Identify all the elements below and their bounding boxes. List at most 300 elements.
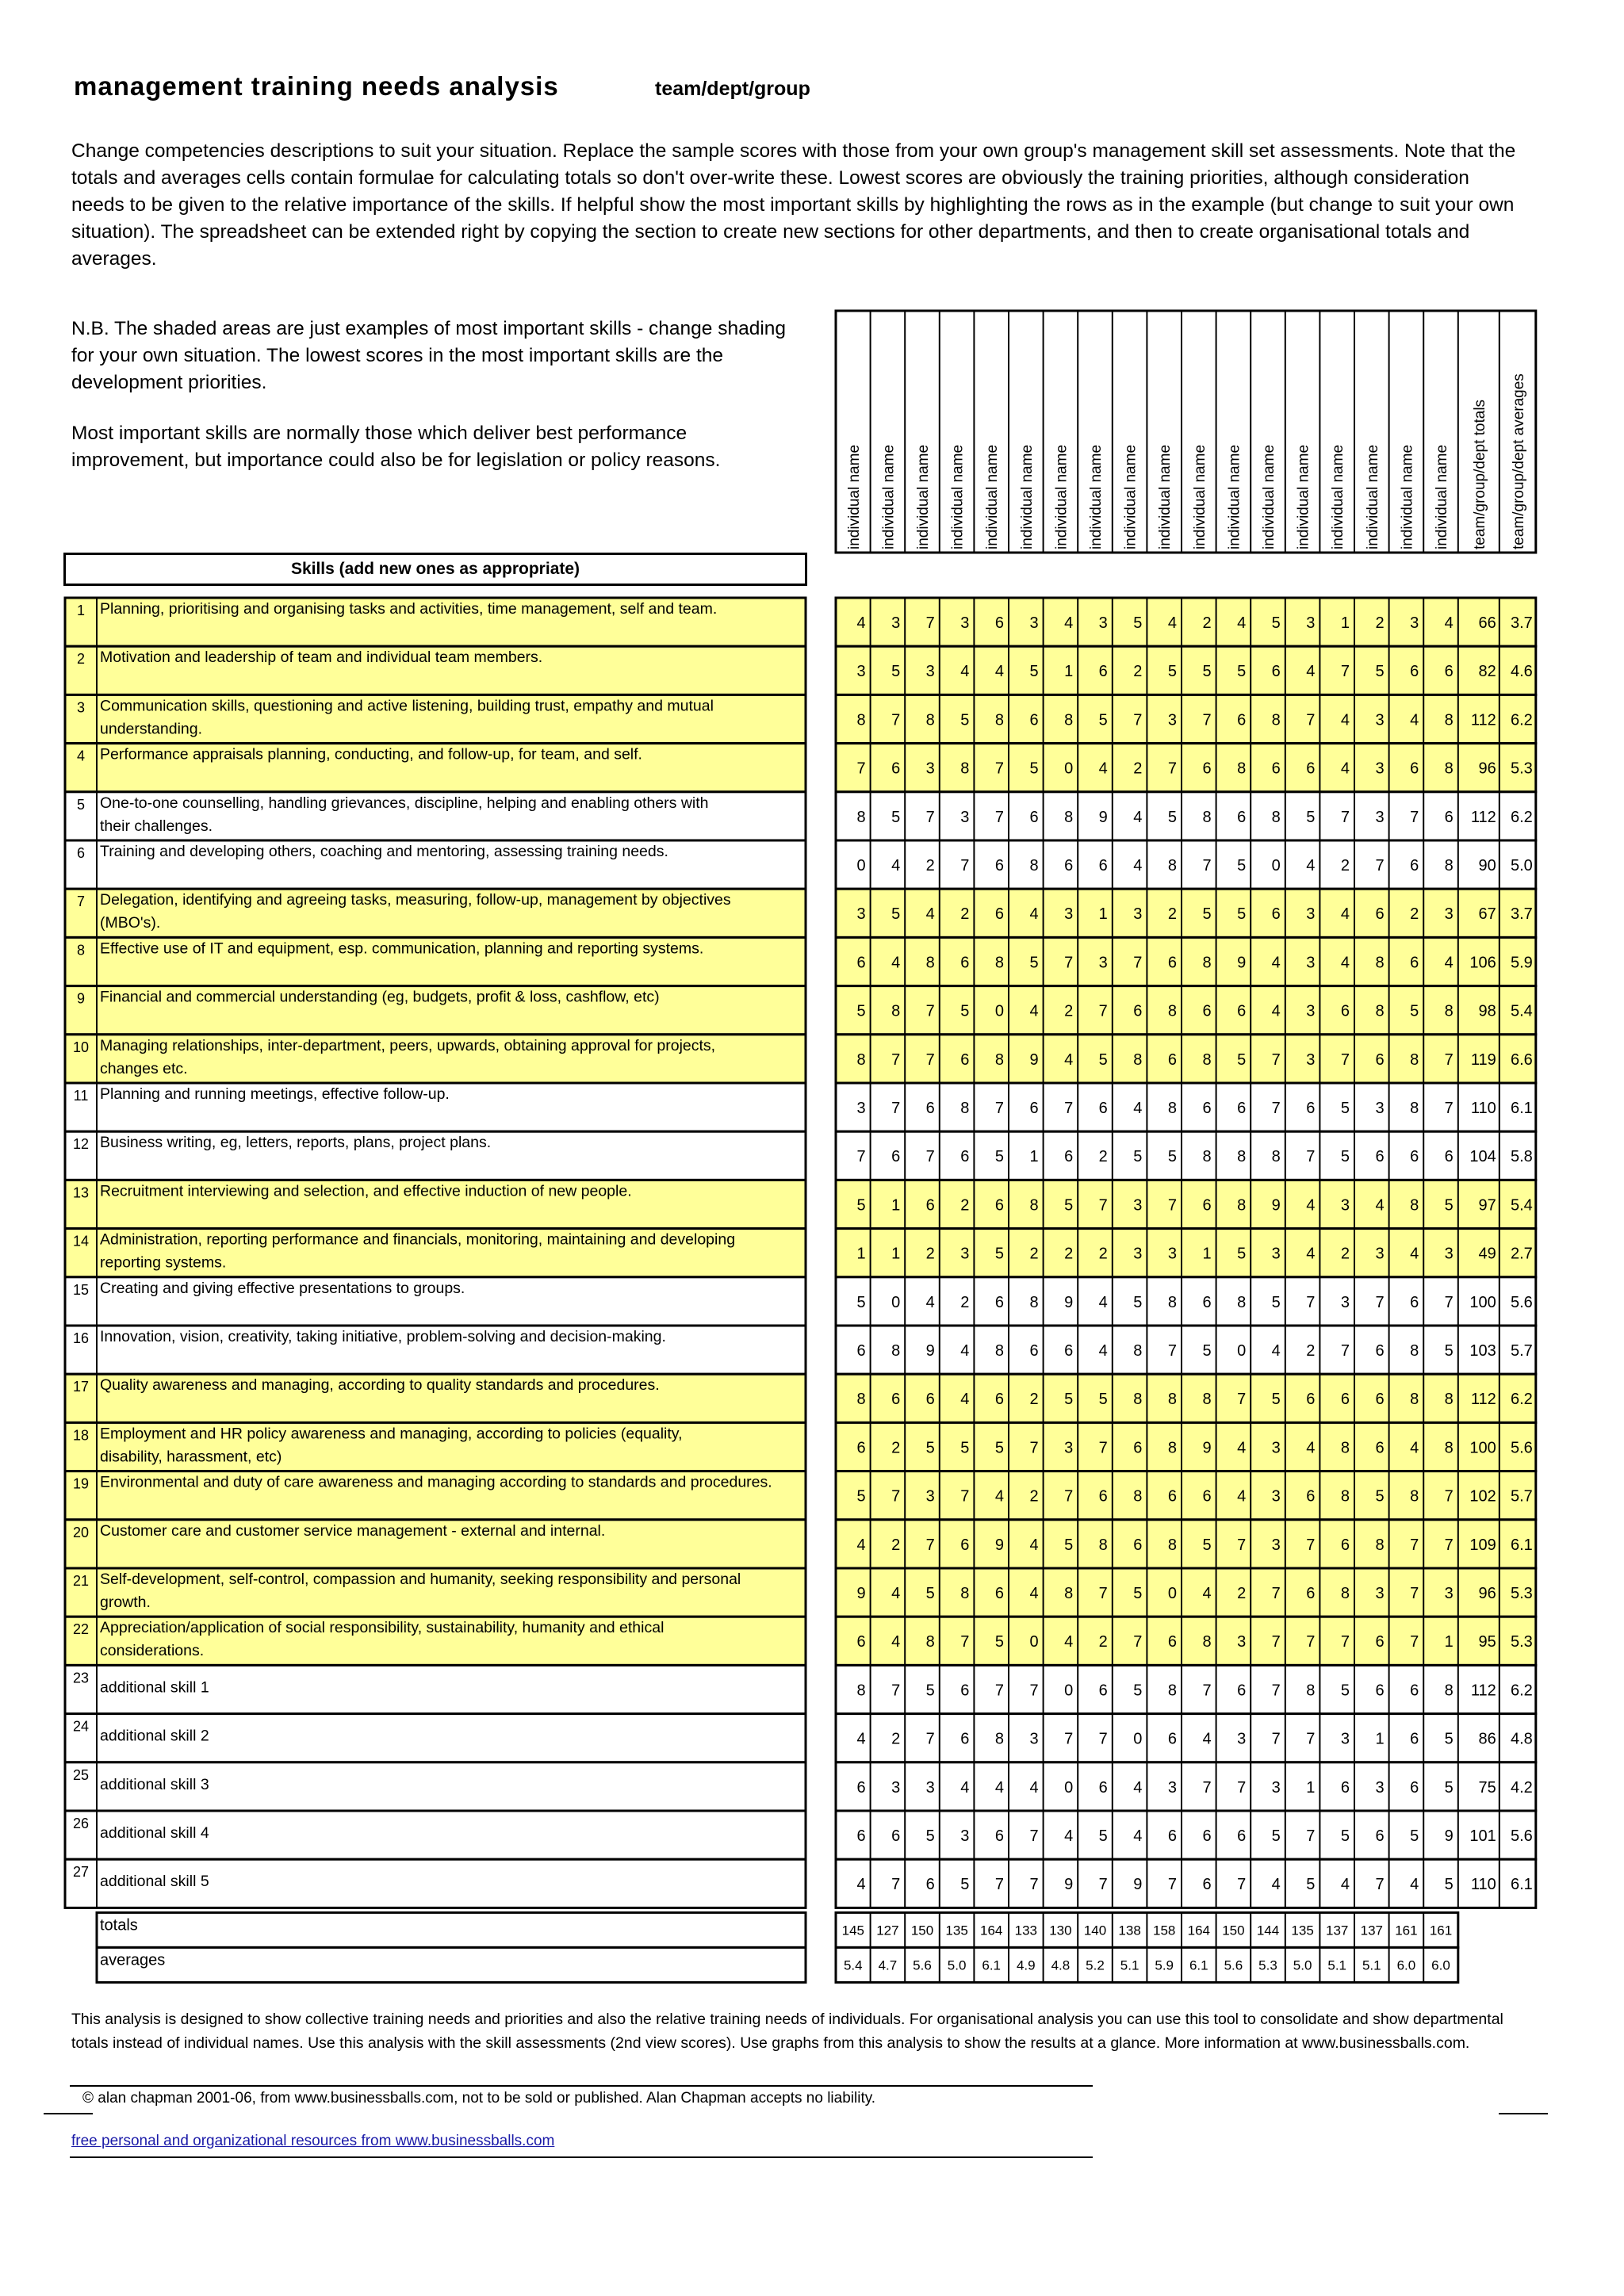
score-cell: 7 bbox=[994, 1682, 1004, 1700]
score-cell: 7 bbox=[891, 1100, 901, 1117]
score-cell: 7 bbox=[1306, 1730, 1316, 1748]
score-cell: 4 bbox=[891, 954, 901, 972]
score-cell: 7 bbox=[1202, 1682, 1212, 1700]
skill-description: Employment and HR policy awareness and managing, according to policies (equality, bbox=[100, 1425, 683, 1443]
score-cell: 6 bbox=[1444, 663, 1454, 681]
score-cell: 5 bbox=[1444, 1730, 1454, 1748]
score-cell: 6 bbox=[994, 1196, 1004, 1215]
score-cell: 4 bbox=[1271, 954, 1281, 972]
score-cell: 6 bbox=[1410, 857, 1419, 874]
score-cell: 3 bbox=[1375, 1585, 1385, 1602]
score-cell: 4 bbox=[1306, 663, 1316, 681]
score-cell: 4 bbox=[994, 663, 1004, 681]
score-cell: 6 bbox=[856, 1633, 866, 1651]
score-cell: 5 bbox=[1098, 1050, 1108, 1069]
score-cell: 5 bbox=[925, 1439, 935, 1457]
skill-average: 4.8 bbox=[1510, 1730, 1533, 1748]
score-cell: 7 bbox=[1271, 1100, 1281, 1117]
score-cell: 2 bbox=[1133, 663, 1143, 681]
score-cell: 8 bbox=[1306, 1682, 1316, 1700]
skill-average: 6.2 bbox=[1510, 1682, 1533, 1700]
score-cell: 6 bbox=[1340, 1778, 1350, 1797]
score-cell: 4 bbox=[1306, 1245, 1316, 1263]
score-cell: 8 bbox=[1202, 1148, 1212, 1166]
skill-number: 2 bbox=[76, 651, 86, 668]
score-cell: 5 bbox=[960, 1439, 970, 1457]
skill-description: considerations. bbox=[100, 1642, 205, 1660]
score-cell: 7 bbox=[1064, 954, 1074, 972]
score-cell: 4 bbox=[1133, 857, 1143, 874]
skill-description: additional skill 4 bbox=[100, 1824, 209, 1842]
score-cell: 7 bbox=[994, 808, 1004, 826]
skill-number: 17 bbox=[72, 1379, 90, 1395]
score-cell: 4 bbox=[1340, 954, 1350, 972]
score-cell: 6 bbox=[1029, 1342, 1039, 1360]
score-cell: 5 bbox=[1237, 1050, 1247, 1069]
score-cell: 8 bbox=[994, 711, 1004, 729]
score-cell: 1 bbox=[1098, 905, 1108, 924]
score-cell: 2 bbox=[1098, 1633, 1108, 1651]
score-cell: 7 bbox=[891, 1487, 901, 1506]
score-cell: 3 bbox=[1306, 954, 1316, 972]
score-cell: 7 bbox=[925, 1730, 935, 1748]
skills-header: Skills (add new ones as appropriate) bbox=[63, 553, 807, 586]
score-cell: 8 bbox=[1133, 1391, 1143, 1409]
score-cell: 4 bbox=[1098, 1342, 1108, 1360]
score-cell: 4 bbox=[1237, 1487, 1247, 1506]
score-cell: 5 bbox=[1064, 1391, 1074, 1409]
score-cell: 5 bbox=[856, 1196, 866, 1215]
score-cell: 8 bbox=[1133, 1050, 1143, 1069]
score-cell: 3 bbox=[925, 760, 935, 778]
individual-name-header: individual name bbox=[1088, 444, 1105, 549]
score-cell: 7 bbox=[1098, 1439, 1108, 1457]
score-cell: 3 bbox=[925, 663, 935, 681]
score-cell: 6 bbox=[994, 1293, 1004, 1311]
score-cell: 3 bbox=[1340, 1293, 1350, 1311]
score-row-box bbox=[836, 840, 1536, 889]
score-cell: 3 bbox=[1306, 614, 1316, 632]
skill-description: understanding. bbox=[100, 720, 203, 738]
score-cell: 3 bbox=[1167, 1778, 1177, 1797]
score-cell: 6 bbox=[1410, 1778, 1419, 1797]
score-cell: 2 bbox=[891, 1730, 901, 1748]
score-cell: 5 bbox=[1098, 711, 1108, 729]
skill-average: 5.9 bbox=[1510, 954, 1533, 972]
score-cell: 7 bbox=[856, 760, 866, 778]
score-cell: 4 bbox=[1410, 711, 1419, 729]
score-cell: 4 bbox=[1410, 1439, 1419, 1457]
score-row-box bbox=[836, 1617, 1536, 1665]
score-row-box bbox=[836, 986, 1536, 1035]
score-cell: 4 bbox=[1029, 905, 1039, 924]
score-cell: 6 bbox=[1098, 1682, 1108, 1700]
score-cell: 1 bbox=[1340, 614, 1350, 632]
score-cell: 8 bbox=[856, 1682, 866, 1700]
skill-total: 110 bbox=[1470, 1100, 1496, 1117]
score-cell: 7 bbox=[1375, 1293, 1385, 1311]
skill-total: 106 bbox=[1469, 954, 1496, 972]
skill-total: 75 bbox=[1478, 1778, 1496, 1797]
skill-description: Training and developing others, coaching and mentoring, assessing training needs. bbox=[100, 843, 668, 860]
score-cell: 4 bbox=[1340, 905, 1350, 924]
score-cell: 7 bbox=[960, 857, 970, 874]
skill-average: 3.7 bbox=[1510, 905, 1533, 924]
score-cell: 6 bbox=[1444, 1148, 1454, 1166]
score-cell: 2 bbox=[1064, 1002, 1074, 1020]
score-row-box bbox=[836, 1277, 1536, 1326]
score-cell: 5 bbox=[1237, 857, 1247, 874]
score-cell: 7 bbox=[994, 1876, 1004, 1894]
score-cell: 2 bbox=[1375, 614, 1385, 632]
score-cell: 7 bbox=[1237, 1876, 1247, 1894]
score-cell: 8 bbox=[1064, 808, 1074, 826]
column-total: 158 bbox=[1153, 1923, 1176, 1938]
skill-number: 16 bbox=[72, 1330, 90, 1346]
score-cell: 6 bbox=[1375, 1439, 1385, 1457]
skill-total: 95 bbox=[1478, 1633, 1496, 1651]
score-cell: 5 bbox=[1271, 1293, 1281, 1311]
score-cell: 6 bbox=[1202, 1827, 1212, 1845]
score-cell: 5 bbox=[1340, 1100, 1350, 1117]
score-cell: 8 bbox=[1271, 1148, 1281, 1166]
skill-description: additional skill 2 bbox=[100, 1727, 209, 1745]
score-cell: 4 bbox=[1271, 1876, 1281, 1894]
score-cell: 6 bbox=[1306, 1391, 1316, 1409]
skill-description: additional skill 5 bbox=[100, 1873, 209, 1891]
score-cell: 7 bbox=[1444, 1050, 1454, 1069]
score-cell: 3 bbox=[1098, 614, 1108, 632]
score-cell: 7 bbox=[1167, 1196, 1177, 1215]
individual-name-header: individual name bbox=[1053, 444, 1071, 549]
skill-number: 7 bbox=[76, 894, 86, 910]
column-average: 4.7 bbox=[878, 1957, 898, 1973]
score-cell: 1 bbox=[891, 1245, 901, 1263]
score-cell: 2 bbox=[1167, 905, 1177, 924]
skill-number: 13 bbox=[72, 1184, 90, 1201]
score-cell: 6 bbox=[1375, 1050, 1385, 1069]
score-cell: 9 bbox=[856, 1585, 866, 1602]
skill-total: 67 bbox=[1478, 905, 1496, 924]
score-cell: 7 bbox=[1029, 1682, 1039, 1700]
divider bbox=[70, 2156, 1093, 2158]
score-cell: 4 bbox=[1064, 1827, 1074, 1845]
skill-description: Communication skills, questioning and active listening, building trust, empathy and mutual bbox=[100, 697, 714, 715]
score-cell: 7 bbox=[1340, 1633, 1350, 1651]
score-cell: 7 bbox=[1410, 1536, 1419, 1554]
score-cell: 4 bbox=[891, 857, 901, 874]
skill-total: 119 bbox=[1470, 1050, 1496, 1069]
score-cell: 4 bbox=[1271, 1002, 1281, 1020]
score-cell: 5 bbox=[1202, 905, 1212, 924]
score-cell: 4 bbox=[1133, 1827, 1143, 1845]
score-cell: 0 bbox=[1133, 1730, 1143, 1748]
column-total: 138 bbox=[1118, 1923, 1141, 1938]
skill-total: 109 bbox=[1469, 1536, 1496, 1554]
score-cell: 5 bbox=[994, 1245, 1004, 1263]
individual-name-header: individual name bbox=[845, 444, 863, 549]
column-total: 137 bbox=[1326, 1923, 1349, 1938]
score-cell: 6 bbox=[1410, 1682, 1419, 1700]
individual-name-header: individual name bbox=[1191, 444, 1208, 549]
score-cell: 4 bbox=[1098, 760, 1108, 778]
score-cell: 8 bbox=[1271, 808, 1281, 826]
score-cell: 8 bbox=[1167, 1391, 1177, 1409]
score-cell: 7 bbox=[1098, 1876, 1108, 1894]
score-cell: 3 bbox=[1375, 808, 1385, 826]
score-cell: 8 bbox=[994, 1730, 1004, 1748]
score-cell: 6 bbox=[1410, 954, 1419, 972]
score-cell: 7 bbox=[891, 1050, 901, 1069]
skill-average: 4.2 bbox=[1510, 1778, 1533, 1797]
score-cell: 8 bbox=[1029, 1293, 1039, 1311]
score-cell: 6 bbox=[994, 1391, 1004, 1409]
score-cell: 6 bbox=[891, 1148, 901, 1166]
column-total: 135 bbox=[945, 1923, 968, 1938]
score-cell: 7 bbox=[1202, 857, 1212, 874]
score-cell: 8 bbox=[1410, 1391, 1419, 1409]
column-average: 5.1 bbox=[1120, 1957, 1139, 1973]
score-cell: 9 bbox=[1064, 1293, 1074, 1311]
score-cell: 4 bbox=[1098, 1293, 1108, 1311]
score-row-box bbox=[836, 1665, 1536, 1713]
score-cell: 7 bbox=[1237, 1391, 1247, 1409]
skill-number: 23 bbox=[72, 1670, 90, 1686]
score-cell: 7 bbox=[960, 1633, 970, 1651]
score-row-box bbox=[836, 1180, 1536, 1228]
score-cell: 5 bbox=[891, 905, 901, 924]
score-cell: 7 bbox=[1444, 1100, 1454, 1117]
score-cell: 7 bbox=[1306, 1148, 1316, 1166]
score-cell: 5 bbox=[1271, 1827, 1281, 1845]
score-cell: 6 bbox=[1375, 1682, 1385, 1700]
score-cell: 8 bbox=[960, 760, 970, 778]
score-cell: 7 bbox=[1410, 1585, 1419, 1602]
score-cell: 5 bbox=[1271, 1391, 1281, 1409]
score-cell: 4 bbox=[1410, 1876, 1419, 1894]
score-cell: 1 bbox=[856, 1245, 866, 1263]
column-total: 144 bbox=[1256, 1923, 1280, 1938]
score-cell: 9 bbox=[1029, 1050, 1039, 1069]
column-average: 6.0 bbox=[1396, 1957, 1416, 1973]
skill-description: Planning, prioritising and organising tasks and activities, time management, self and team. bbox=[100, 600, 718, 618]
score-cell: 3 bbox=[925, 1778, 935, 1797]
score-cell: 8 bbox=[856, 1391, 866, 1409]
score-cell: 8 bbox=[1167, 1536, 1177, 1554]
score-cell: 6 bbox=[1167, 1487, 1177, 1506]
score-cell: 1 bbox=[1444, 1633, 1454, 1651]
skill-number: 25 bbox=[72, 1766, 90, 1783]
score-cell: 7 bbox=[1167, 1876, 1177, 1894]
score-cell: 8 bbox=[1202, 1391, 1212, 1409]
score-cell: 3 bbox=[1029, 614, 1039, 632]
score-cell: 3 bbox=[1340, 1196, 1350, 1215]
score-cell: 6 bbox=[925, 1391, 935, 1409]
skill-total: 100 bbox=[1469, 1293, 1496, 1311]
score-cell: 6 bbox=[1375, 905, 1385, 924]
column-average: 5.6 bbox=[1224, 1957, 1243, 1973]
score-cell: 7 bbox=[925, 1536, 935, 1554]
score-cell: 1 bbox=[891, 1196, 901, 1215]
skill-description: Business writing, eg, letters, reports, plans, project plans. bbox=[100, 1134, 492, 1152]
score-cell: 6 bbox=[1167, 1633, 1177, 1651]
score-cell: 6 bbox=[1098, 1778, 1108, 1797]
score-cell: 7 bbox=[856, 1148, 866, 1166]
score-cell: 6 bbox=[1029, 808, 1039, 826]
skill-description: Appreciation/application of social responsibility, sustainability, humanity and ethical bbox=[100, 1619, 665, 1637]
businessballs-link[interactable]: free personal and organizational resources from www.businessballs.com bbox=[71, 2133, 555, 2149]
score-cell: 5 bbox=[1410, 1827, 1419, 1845]
score-cell: 5 bbox=[1237, 905, 1247, 924]
score-cell: 6 bbox=[1375, 1391, 1385, 1409]
score-cell: 6 bbox=[1375, 1148, 1385, 1166]
score-cell: 2 bbox=[1098, 1245, 1108, 1263]
skill-description: Financial and commercial understanding (eg, budgets, profit & loss, cashflow, etc) bbox=[100, 988, 660, 1006]
score-cell: 5 bbox=[1306, 808, 1316, 826]
score-cell: 7 bbox=[1410, 808, 1419, 826]
skill-description: Managing relationships, inter-department, peers, upwards, obtaining approval for projects, bbox=[100, 1036, 716, 1054]
score-row-box bbox=[836, 792, 1536, 840]
score-cell: 3 bbox=[1133, 905, 1143, 924]
column-average: 4.9 bbox=[1016, 1957, 1036, 1973]
score-cell: 6 bbox=[1237, 808, 1247, 826]
score-cell: 4 bbox=[1133, 808, 1143, 826]
skill-total: 96 bbox=[1478, 760, 1496, 778]
score-cell: 5 bbox=[925, 1585, 935, 1602]
score-cell: 7 bbox=[1340, 808, 1350, 826]
score-cell: 6 bbox=[1271, 905, 1281, 924]
score-cell: 6 bbox=[1167, 1827, 1177, 1845]
score-cell: 8 bbox=[1340, 1585, 1350, 1602]
score-cell: 7 bbox=[1237, 1536, 1247, 1554]
score-cell: 5 bbox=[1306, 1876, 1316, 1894]
score-cell: 8 bbox=[994, 1342, 1004, 1360]
score-cell: 5 bbox=[960, 1876, 970, 1894]
column-total: 133 bbox=[1014, 1923, 1037, 1938]
score-cell: 5 bbox=[1375, 1487, 1385, 1506]
score-cell: 7 bbox=[1410, 1633, 1419, 1651]
score-cell: 4 bbox=[1375, 1196, 1385, 1215]
score-cell: 0 bbox=[1237, 1342, 1247, 1360]
score-cell: 7 bbox=[1306, 1827, 1316, 1845]
score-cell: 2 bbox=[1029, 1245, 1039, 1263]
score-cell: 3 bbox=[1375, 1778, 1385, 1797]
score-cell: 4 bbox=[1064, 1050, 1074, 1069]
score-cell: 5 bbox=[1029, 954, 1039, 972]
score-cell: 6 bbox=[1064, 857, 1074, 874]
score-cell: 5 bbox=[1444, 1876, 1454, 1894]
score-cell: 6 bbox=[960, 1050, 970, 1069]
score-cell: 0 bbox=[856, 857, 866, 874]
score-cell: 3 bbox=[1237, 1633, 1247, 1651]
skill-number: 14 bbox=[72, 1233, 90, 1249]
score-cell: 8 bbox=[1098, 1536, 1108, 1554]
score-cell: 4 bbox=[960, 1778, 970, 1797]
score-cell: 8 bbox=[856, 808, 866, 826]
score-cell: 6 bbox=[1133, 1536, 1143, 1554]
score-cell: 4 bbox=[1202, 1585, 1212, 1602]
score-cell: 4 bbox=[1133, 1100, 1143, 1117]
score-cell: 7 bbox=[1133, 1633, 1143, 1651]
score-cell: 2 bbox=[1029, 1487, 1039, 1506]
score-cell: 7 bbox=[1375, 857, 1385, 874]
skill-average: 5.7 bbox=[1510, 1342, 1533, 1360]
score-cell: 2 bbox=[925, 857, 935, 874]
score-cell: 3 bbox=[1410, 614, 1419, 632]
column-average: 6.1 bbox=[1189, 1957, 1208, 1973]
skill-description: One-to-one counselling, handling grievances, discipline, helping and enabling others with bbox=[100, 794, 709, 812]
divider bbox=[1499, 2113, 1548, 2114]
score-cell: 6 bbox=[1167, 1050, 1177, 1069]
score-cell: 7 bbox=[1202, 1778, 1212, 1797]
score-cell: 0 bbox=[994, 1002, 1004, 1020]
score-cell: 6 bbox=[1410, 663, 1419, 681]
score-cell: 7 bbox=[1237, 1778, 1247, 1797]
skill-total: 112 bbox=[1470, 711, 1496, 729]
score-cell: 5 bbox=[1133, 1148, 1143, 1166]
score-cell: 6 bbox=[1237, 711, 1247, 729]
skill-number: 5 bbox=[76, 796, 86, 813]
score-cell: 6 bbox=[1202, 1293, 1212, 1311]
page-subtitle: team/dept/group bbox=[655, 78, 810, 100]
skill-average: 6.2 bbox=[1510, 1391, 1533, 1409]
score-cell: 2 bbox=[960, 905, 970, 924]
score-cell: 3 bbox=[1133, 1196, 1143, 1215]
skill-average: 2.7 bbox=[1510, 1245, 1533, 1263]
score-cell: 6 bbox=[1029, 711, 1039, 729]
score-cell: 6 bbox=[1202, 1002, 1212, 1020]
score-cell: 6 bbox=[891, 760, 901, 778]
individual-name-header: individual name bbox=[1157, 444, 1174, 549]
score-cell: 8 bbox=[1237, 760, 1247, 778]
score-cell: 4 bbox=[891, 1585, 901, 1602]
score-cell: 8 bbox=[1444, 1682, 1454, 1700]
column-average: 6.1 bbox=[982, 1957, 1002, 1973]
skill-description: Environmental and duty of care awareness and managing according to standards and procedures. bbox=[100, 1473, 772, 1491]
score-cell: 7 bbox=[1271, 1050, 1281, 1069]
skill-average: 4.6 bbox=[1510, 663, 1533, 681]
score-cell: 8 bbox=[1029, 857, 1039, 874]
score-cell: 3 bbox=[1133, 1245, 1143, 1263]
skill-total: 110 bbox=[1470, 1876, 1496, 1894]
score-cell: 0 bbox=[1064, 760, 1074, 778]
score-cell: 1 bbox=[1306, 1778, 1316, 1797]
score-cell: 4 bbox=[1306, 1439, 1316, 1457]
score-cell: 8 bbox=[1340, 1439, 1350, 1457]
skill-average: 6.2 bbox=[1510, 711, 1533, 729]
skill-total: 66 bbox=[1478, 614, 1496, 632]
skill-description: Recruitment interviewing and selection, and effective induction of new people. bbox=[100, 1182, 632, 1200]
score-cell: 6 bbox=[994, 1827, 1004, 1845]
individual-name-header: individual name bbox=[1226, 444, 1243, 549]
skill-description: (MBO's). bbox=[100, 914, 161, 932]
score-cell: 6 bbox=[1167, 1730, 1177, 1748]
column-average: 5.2 bbox=[1086, 1957, 1105, 1973]
score-cell: 6 bbox=[960, 1730, 970, 1748]
score-cell: 8 bbox=[1444, 1439, 1454, 1457]
score-cell: 4 bbox=[1444, 954, 1454, 972]
score-row-box bbox=[836, 744, 1536, 792]
score-cell: 6 bbox=[891, 1827, 901, 1845]
score-cell: 4 bbox=[1306, 857, 1316, 874]
score-cell: 3 bbox=[1098, 954, 1108, 972]
skill-description: reporting systems. bbox=[100, 1253, 227, 1272]
score-cell: 4 bbox=[1237, 1439, 1247, 1457]
score-cell: 0 bbox=[891, 1293, 901, 1311]
score-cell: 7 bbox=[925, 614, 935, 632]
score-row-box bbox=[836, 1568, 1536, 1617]
score-cell: 7 bbox=[1340, 1342, 1350, 1360]
